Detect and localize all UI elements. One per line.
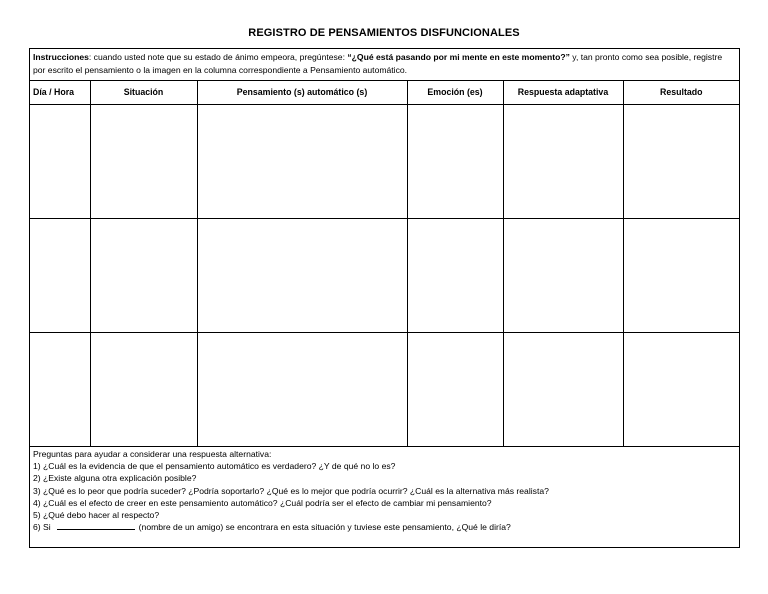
header-emocion: Emoción (es) — [407, 81, 503, 104]
header-respuesta: Respuesta adaptativa — [503, 81, 623, 104]
cell-dia-hora[interactable] — [30, 332, 90, 446]
cell-dia-hora[interactable] — [30, 104, 90, 218]
questions-section — [30, 447, 739, 533]
question-6 — [33, 521, 736, 533]
cell-emocion[interactable] — [407, 218, 503, 332]
table-header-row — [30, 81, 739, 104]
questions-intro: Preguntas para ayudar a considerar una respuesta alternativa: — [33, 449, 272, 459]
record-form — [29, 48, 740, 548]
header-situacion: Situación — [90, 81, 197, 104]
cell-emocion[interactable] — [407, 332, 503, 446]
question-5: 5) ¿Qué debo hacer al respecto? — [33, 510, 160, 521]
friend-name-blank[interactable] — [57, 521, 135, 530]
cell-resultado[interactable] — [623, 104, 739, 218]
cell-dia-hora[interactable] — [30, 218, 90, 332]
cell-pensamiento[interactable] — [197, 104, 407, 218]
question-6-suffix: (nombre de un amigo) se encontrara en esta situación y tuviese este pensamiento, ¿Qué le diría? — [138, 522, 511, 533]
instructions-text-after: y, tan pronto como sea posible, registre por escrito el pensamiento o la imagen en la columna correspondiente a Pensamiento automático. — [33, 52, 723, 75]
instructions-box — [30, 49, 739, 81]
question-3: 3) ¿Qué es lo peor que podría suceder? ¿Podría soportarlo? ¿Qué es lo mejor que podría ocurrir? ¿Cuál es la alternativa más realista? — [33, 485, 549, 496]
question-6-prefix: 6) Si — [33, 522, 51, 533]
question-1: 1) ¿Cuál es la evidencia de que el pensamiento automático es verdadero? ¿Y de qué no lo es? — [33, 461, 396, 472]
cell-resultado[interactable] — [623, 332, 739, 446]
page-title: REGISTRO DE PENSAMIENTOS DISFUNCIONALES — [248, 27, 520, 39]
instructions-text-before: : cuando usted note que su estado de ánimo empeora, pregúntese: — [88, 52, 348, 62]
cell-pensamiento[interactable] — [197, 218, 407, 332]
instructions-question: “¿Qué está pasando por mi mente en este momento?” — [347, 52, 570, 62]
cell-situacion[interactable] — [90, 218, 197, 332]
question-2: 2) ¿Existe alguna otra explicación posible? — [33, 473, 197, 484]
cell-respuesta[interactable] — [503, 218, 623, 332]
cell-situacion[interactable] — [90, 332, 197, 446]
cell-respuesta[interactable] — [503, 332, 623, 446]
cell-respuesta[interactable] — [503, 104, 623, 218]
cell-resultado[interactable] — [623, 218, 739, 332]
header-pensamiento: Pensamiento (s) automático (s) — [197, 81, 407, 104]
cell-pensamiento[interactable] — [197, 332, 407, 446]
header-dia-hora: Día / Hora — [30, 81, 90, 104]
record-table — [30, 81, 739, 447]
question-4: 4) ¿Cuál es el efecto de creer en este pensamiento automático? ¿Cuál podría ser el efecto de cambiar mi pensamiento? — [33, 497, 492, 508]
cell-situacion[interactable] — [90, 104, 197, 218]
table-row — [30, 332, 739, 446]
table-row — [30, 218, 739, 332]
cell-emocion[interactable] — [407, 104, 503, 218]
instructions-label: Instrucciones — [33, 52, 89, 62]
header-resultado: Resultado — [623, 81, 739, 104]
table-row — [30, 104, 739, 218]
